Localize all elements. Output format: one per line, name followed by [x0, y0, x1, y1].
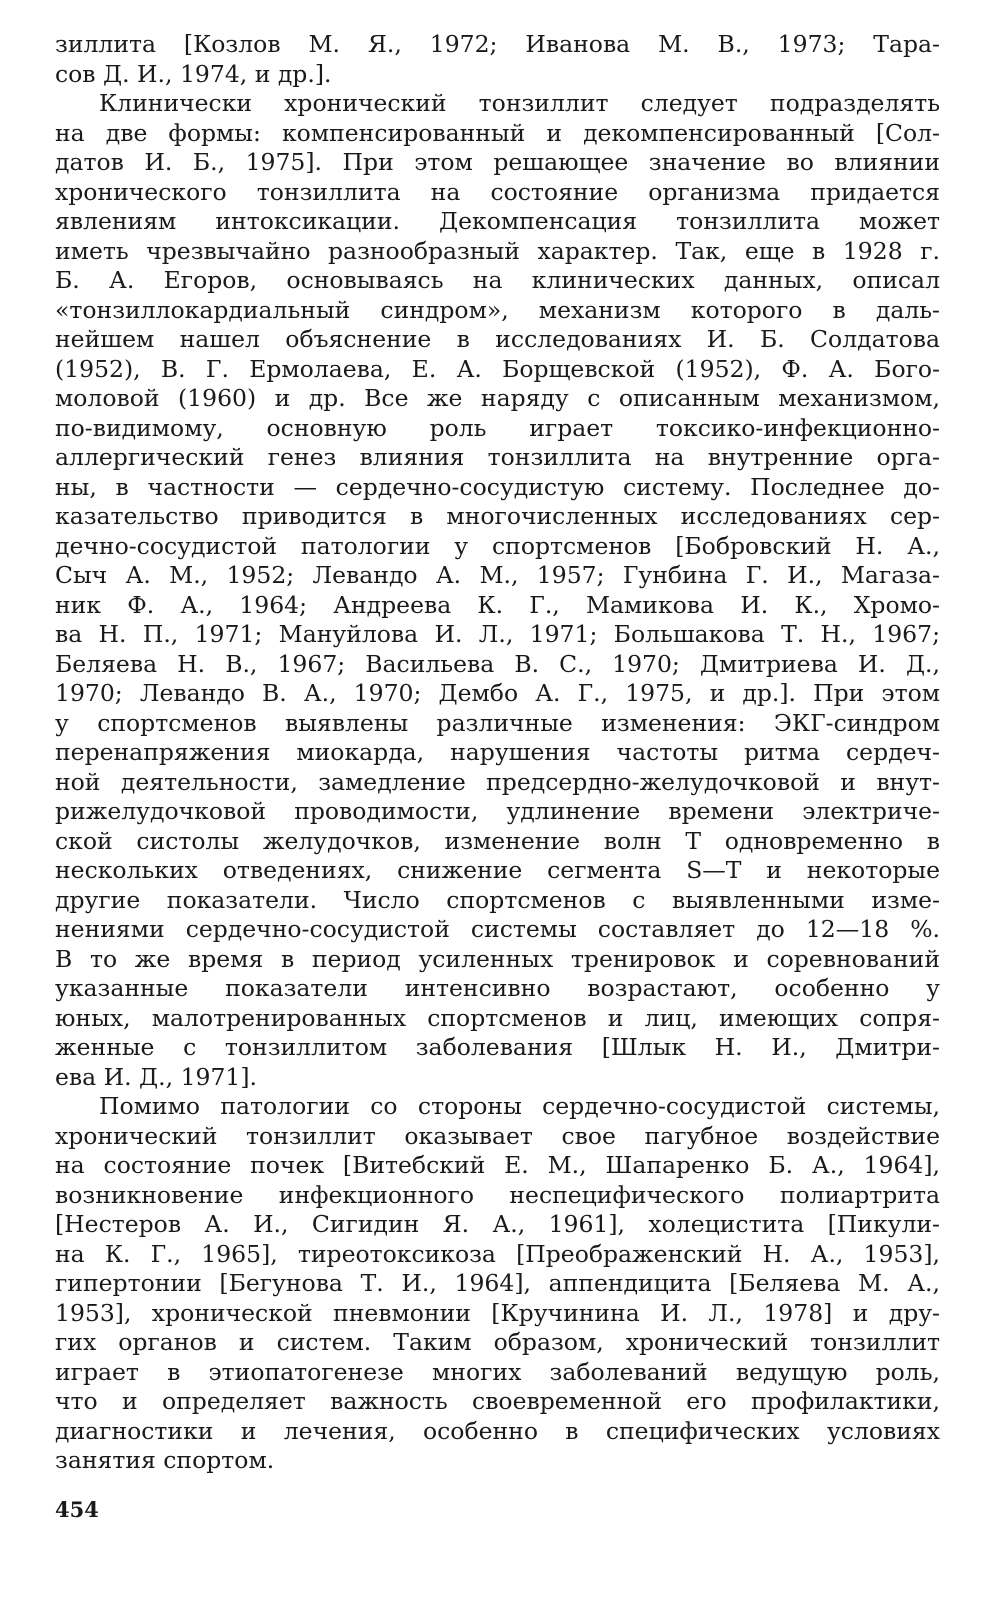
text-line: что и определяет важность своевременной его профилактики,: [55, 1387, 940, 1415]
text-line: на состояние почек [Витебский Е. М., Шапаренко Б. А., 1964],: [55, 1151, 940, 1179]
text-line: диагностики и лечения, особенно в специфических условиях: [55, 1416, 940, 1445]
text-line: перенапряжения миокарда, нарушения частоты ритма сердеч-: [55, 738, 940, 766]
text-line: на две формы: компенсированный и декомпенсированный [Сол-: [55, 118, 940, 147]
text-line: женные с тонзиллитом заболевания [Шлык Н. И., Дмитри-: [55, 1033, 940, 1061]
text-line: [Нестеров А. И., Сигидин Я. А., 1961], холецистита [Пикули-: [55, 1210, 940, 1238]
page-number: 454: [55, 1497, 99, 1522]
text-line: другие показатели. Число спортсменов с выявленными изме-: [55, 885, 940, 914]
text-line: гипертонии [Бегунова Т. И., 1964], аппендицита [Беляева М. А.,: [55, 1269, 940, 1297]
text-line: юных, малотренированных спортсменов и лиц, имеющих сопря-: [55, 1003, 940, 1032]
text-line: указанные показатели интенсивно возрастают, особенно у: [55, 974, 940, 1002]
text-line: Беляева Н. В., 1967; Васильева В. С., 1970; Дмитриева И. Д.,: [55, 649, 940, 678]
text-line: 1953], хронической пневмонии [Кручинина И. Л., 1978] и дру-: [55, 1298, 940, 1327]
text-line: рижелудочковой проводимости, удлинение времени электриче-: [55, 797, 940, 825]
text-line: нескольких отведениях, снижение сегмента S—T и некоторые: [55, 856, 940, 884]
text-line: явлениям интоксикации. Декомпенсация тонзиллита может: [55, 207, 940, 235]
text-line: аллергический генез влияния тонзиллита на внутренние орга-: [55, 443, 940, 471]
text-line: датов И. Б., 1975]. При этом решающее значение во влиянии: [55, 148, 940, 176]
text-line: хронического тонзиллита на состояние организма придается: [55, 177, 940, 206]
text-line: нениями сердечно-сосудистой системы составляет до 12—18 %.: [55, 915, 940, 943]
text-line: ной деятельности, замедление предсердно-желудочковой и внут-: [55, 767, 940, 796]
text-line: ской систолы желудочков, изменение волн T одновременно в: [55, 826, 940, 855]
text-line: хронический тонзиллит оказывает свое пагубное воздействие: [55, 1121, 940, 1150]
text-line: ны, в частности — сердечно-сосудистую систему. Последнее до-: [55, 472, 940, 501]
text-line: по-видимому, основную роль играет токсико-инфекционно-: [55, 413, 940, 442]
text-line: иметь чрезвычайно разнообразный характер. Так, еще в 1928 г.: [55, 236, 940, 265]
text-line: ева И. Д., 1971].: [55, 1062, 258, 1091]
text-line: казательство приводится в многочисленных исследованиях сер-: [55, 502, 940, 530]
text-line: (1952), В. Г. Ермолаева, Е. А. Борщевской (1952), Ф. А. Бого-: [55, 354, 940, 383]
text-line: 1970; Левандо В. А., 1970; Дембо А. Г., 1975, и др.]. При этом: [55, 679, 940, 707]
text-line: на К. Г., 1965], тиреотоксикоза [Преображенский Н. А., 1953],: [55, 1239, 940, 1268]
text-line: В то же время в период усиленных тренировок и соревнований: [55, 944, 940, 973]
paragraph: [55, 30, 940, 89]
text-line: сов Д. И., 1974, и др.].: [55, 59, 332, 88]
text-line: «тонзиллокардиальный синдром», механизм которого в даль-: [55, 295, 940, 324]
text-line: Б. А. Егоров, основываясь на клинических данных, описал: [55, 266, 940, 294]
text-line: занятия спортом.: [55, 1446, 275, 1474]
text-line: играет в этиопатогенезе многих заболеваний ведущую роль,: [55, 1357, 940, 1386]
text-line: моловой (1960) и др. Все же наряду с описанным механизмом,: [55, 384, 940, 412]
paragraph: [55, 89, 940, 1092]
text-line: гих органов и систем. Таким образом, хронический тонзиллит: [55, 1328, 940, 1356]
text-line: ва Н. П., 1971; Мануйлова И. Л., 1971; Большакова Т. Н., 1967;: [55, 620, 940, 648]
text-line: возникновение инфекционного неспецифического полиартрита: [55, 1180, 940, 1209]
text-line: Сыч А. М., 1952; Левандо А. М., 1957; Гунбина Г. И., Магаза-: [55, 561, 940, 589]
document-body: [55, 30, 940, 1476]
text-line: Клинически хронический тонзиллит следует подразделять: [99, 89, 940, 117]
text-line: дечно-сосудистой патологии у спортсменов [Бобровский Н. А.,: [55, 531, 940, 560]
text-line: нейшем нашел объяснение в исследованиях И. Б. Солдатова: [55, 325, 940, 353]
text-line: у спортсменов выявлены различные изменения: ЭКГ-синдром: [55, 708, 940, 737]
text-line: ник Ф. А., 1964; Андреева К. Г., Мамикова И. К., Хромо-: [55, 590, 940, 619]
paragraph: [55, 1092, 940, 1476]
text-line: Помимо патологии со стороны сердечно-сосудистой системы,: [99, 1092, 940, 1120]
text-line: зиллита [Козлов М. Я., 1972; Иванова М. В., 1973; Тара-: [55, 30, 940, 58]
